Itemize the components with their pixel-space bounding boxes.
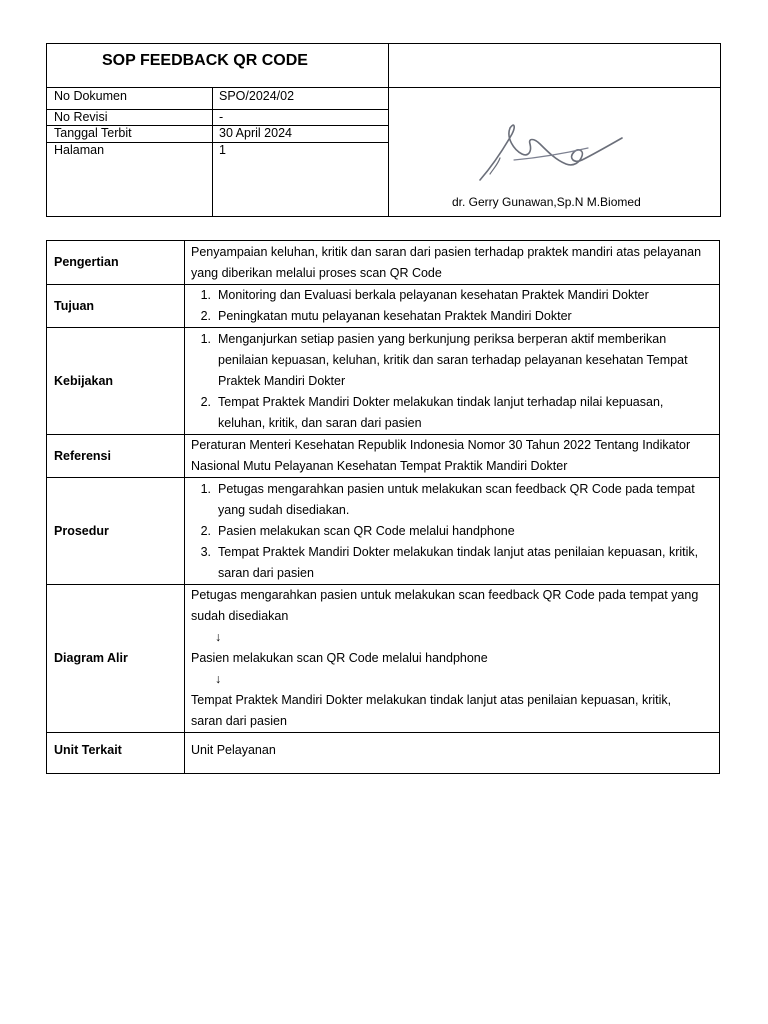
flow-step-1: Petugas mengarahkan pasien untuk melakukan scan feedback QR Code pada tempat yang <box>191 588 699 602</box>
tujuan-content <box>185 285 720 328</box>
doc-number-label: No Dokumen <box>54 89 127 103</box>
list-item: 1. Menganjurkan setiap pasien yang berkunjung periksa berperan aktif memberikan penilaian kepuasan, keluhan, kritik dan saran terhadap pelayanan kesehatan Tempat Praktek Mandiri Dokter <box>200 331 688 388</box>
list-item: 1. Monitoring dan Evaluasi berkala pelayanan kesehatan Praktek Mandiri Dokter <box>200 288 649 302</box>
row-referensi <box>47 435 720 478</box>
flow-step-3: Tempat Praktek Mandiri Dokter melakukan tindak lanjut atas penilaian kepuasan, kritik, <box>191 693 672 707</box>
flow-step-2: Pasien melakukan scan QR Code melalui handphone <box>191 651 488 665</box>
down-arrow-icon: ↓ <box>215 630 222 644</box>
referensi-content <box>185 435 720 478</box>
issue-date-value: 30 April 2024 <box>219 126 292 140</box>
referensi-line: Peraturan Menteri Kesehatan Republik Indonesia Nomor 30 Tahun 2022 Tentang Indikator <box>191 438 691 452</box>
list-item: 2. Tempat Praktek Mandiri Dokter melakukan tindak lanjut terhadap nilai kepuasan, keluhan, kritik, dan saran dari pasien <box>200 394 664 430</box>
page-label: Halaman <box>54 143 105 157</box>
signatory-name: dr. Gerry Gunawan,Sp.N M.Biomed <box>452 195 641 209</box>
list-item: 1. Petugas mengarahkan pasien untuk melakukan scan feedback QR Code pada tempat yang sudah disediakan. <box>200 481 695 517</box>
prosedur-label: Prosedur <box>47 478 185 585</box>
pengertian-content <box>185 241 720 285</box>
row-pengertian <box>47 241 720 285</box>
issue-date-label: Tanggal Terbit <box>54 126 132 140</box>
flow-step-3-cont: saran dari pasien <box>191 714 287 728</box>
down-arrow-icon: ↓ <box>215 672 222 686</box>
doc-number-value: SPO/2024/02 <box>219 89 295 103</box>
unit-terkait-value: Unit Pelayanan <box>185 733 720 774</box>
revision-value: - <box>219 110 224 124</box>
handwritten-signature <box>470 108 635 188</box>
diagram-alir-label: Diagram Alir <box>47 585 185 733</box>
document-title: SOP FEEDBACK QR CODE <box>102 52 308 69</box>
list-item: 2. Peningkatan mutu pelayanan kesehatan Praktek Mandiri Dokter <box>200 309 572 323</box>
kebijakan-label: Kebijakan <box>47 328 185 435</box>
row-tujuan <box>47 285 720 328</box>
diagram-alir-content <box>185 585 720 733</box>
sop-table <box>46 240 720 774</box>
pengertian-label: Pengertian <box>47 241 185 285</box>
tujuan-label: Tujuan <box>47 285 185 328</box>
pengertian-line: Penyampaian keluhan, kritik dan saran dari pasien terhadap praktek mandiri atas pelayanan <box>191 244 702 259</box>
pengertian-line: yang diberikan melalui proses scan QR Code <box>191 265 442 280</box>
prosedur-content <box>185 478 720 585</box>
revision-label: No Revisi <box>54 110 108 124</box>
row-unit-terkait <box>47 733 720 774</box>
referensi-label: Referensi <box>47 435 185 478</box>
unit-terkait-label: Unit Terkait <box>47 733 185 774</box>
row-prosedur <box>47 478 720 585</box>
flow-step-1-cont: sudah disediakan <box>191 609 289 623</box>
referensi-line: Nasional Mutu Pelayanan Kesehatan Tempat Praktik Mandiri Dokter <box>191 459 568 473</box>
kebijakan-content <box>185 328 720 435</box>
page-value: 1 <box>219 143 226 157</box>
row-kebijakan <box>47 328 720 435</box>
row-diagram-alir <box>47 585 720 733</box>
list-item: 3. Tempat Praktek Mandiri Dokter melakukan tindak lanjut atas penilaian kepuasan, kritik, saran dari pasien <box>200 544 699 580</box>
list-item: 2. Pasien melakukan scan QR Code melalui handphone <box>200 523 515 538</box>
